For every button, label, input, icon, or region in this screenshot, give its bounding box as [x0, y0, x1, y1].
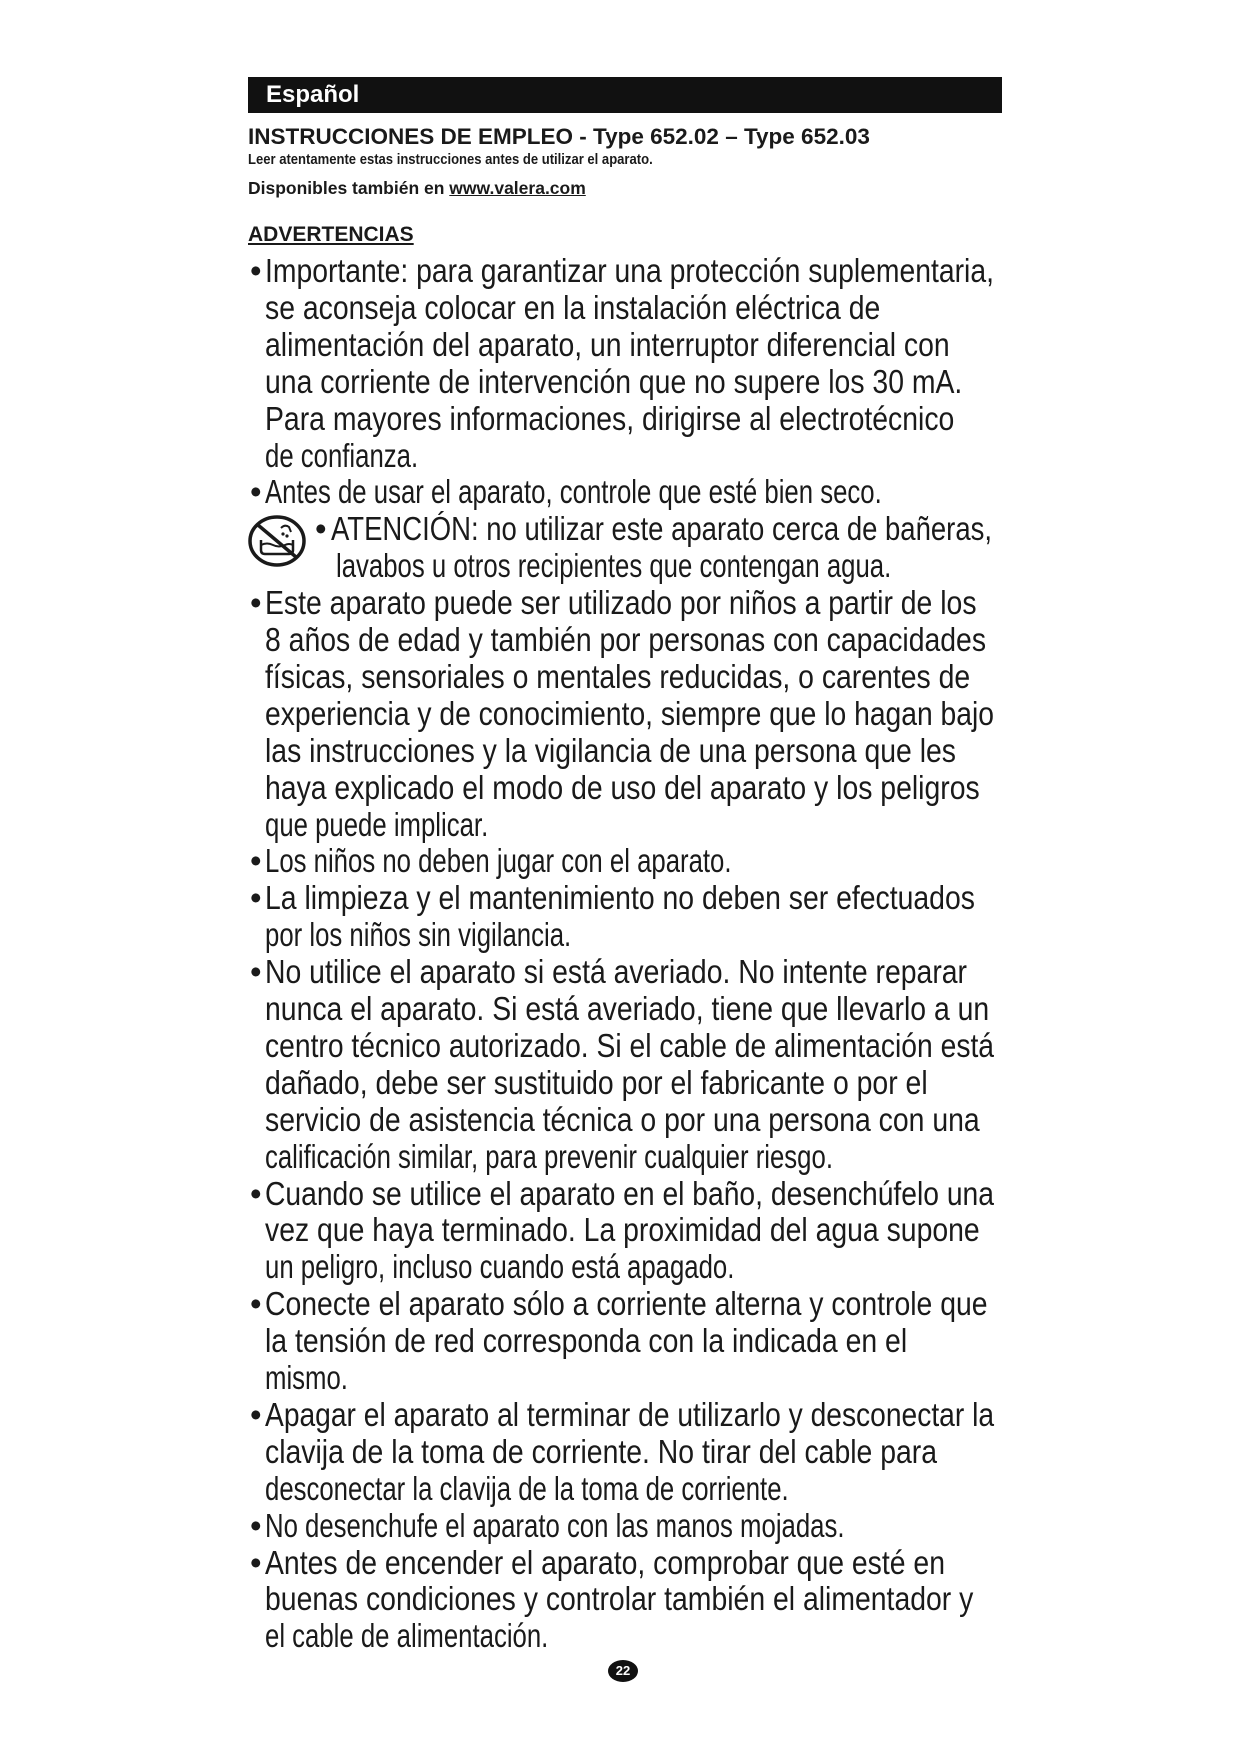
bullet-marker: •: [250, 953, 262, 991]
warning-text-line: calificación similar, para prevenir cualquier riesgo.: [265, 1137, 833, 1175]
warning-text-line: un peligro, incluso cuando está apagado.: [265, 1248, 735, 1286]
warning-text-line: mismo.: [265, 1359, 348, 1396]
warning-text-line: que puede implicar.: [265, 805, 489, 843]
warning-text-line: el cable de alimentación.: [265, 1617, 549, 1655]
warning-text-line: por los niños sin vigilancia.: [265, 916, 572, 954]
bullet-marker: •: [250, 473, 262, 511]
bullet-marker: •: [250, 252, 262, 289]
warning-text-line: una corriente de intervención que no supere los 30 mA.: [265, 362, 963, 400]
warning-text-line: Conecte el aparato sólo a corriente alterna y controle que: [265, 1285, 988, 1323]
warning-text-line: vez que haya terminado. La proximidad del agua supone: [265, 1211, 980, 1249]
warning-text-line: ATENCIÓN: no utilizar este aparato cerca de bañeras,: [331, 510, 992, 548]
warning-text-line: buenas condiciones y controlar también el alimentador y: [265, 1580, 974, 1618]
warning-text-line: la tensión de red corresponda con la indicada en el: [265, 1322, 908, 1360]
warning-text-line: Importante: para garantizar una protección suplementaria,: [265, 252, 994, 289]
warning-text-line: de confianza.: [265, 436, 419, 474]
bullet-marker: •: [250, 1174, 262, 1212]
warning-text-line: las instrucciones y la vigilancia de una persona que les: [265, 731, 956, 769]
bullet-marker: •: [250, 1543, 262, 1581]
instructions-subtitle: Leer atentamente estas instrucciones antes de utilizar el aparato.: [248, 152, 653, 168]
warning-text-line: No utilice el aparato si está averiado. No intente reparar: [265, 953, 968, 991]
warning-text-line: lavabos u otros recipientes que contengan agua.: [336, 547, 892, 585]
warning-text-line: Antes de encender el aparato, comprobar que esté en: [265, 1543, 946, 1581]
bullet-marker: •: [315, 510, 327, 548]
bullet-marker: •: [250, 879, 262, 917]
warning-text-line: Cuando se utilice el aparato en el baño, desenchúfelo una: [265, 1174, 994, 1212]
warning-text-line: desconectar la clavija de la toma de corriente.: [265, 1469, 789, 1507]
warning-text-line: La limpieza y el mantenimiento no deben ser efectuados: [265, 879, 975, 917]
language-label: Español: [266, 81, 360, 108]
warning-text-line: dañado, debe ser sustituido por el fabricante o por el: [265, 1063, 928, 1101]
website-link[interactable]: www.valera.com: [449, 178, 586, 198]
warning-text-line: Para mayores informaciones, dirigirse al electrotécnico: [265, 399, 955, 437]
warning-text-line: haya explicado el modo de uso del aparato y los peligros: [265, 768, 980, 806]
warning-text-line: físicas, sensoriales o mentales reducidas, o carentes de: [265, 657, 971, 695]
warning-text-line: Apagar el aparato al terminar de utilizarlo y desconectar la: [265, 1395, 995, 1433]
warning-text-line: experiencia y de conocimiento, siempre que lo hagan bajo: [265, 694, 994, 732]
warning-text-line: Antes de usar el aparato, controle que esté bien seco.: [265, 473, 882, 511]
warning-text-line: clavija de la toma de corriente. No tirar del cable para: [265, 1432, 938, 1470]
page-number: 22: [608, 1660, 638, 1682]
bullet-marker: •: [250, 1506, 262, 1544]
warning-text-line: alimentación del aparato, un interruptor diferencial con: [265, 325, 950, 363]
bullet-marker: •: [250, 1395, 262, 1433]
availability-prefix: Disponibles también en: [248, 178, 450, 198]
bullet-marker: •: [250, 584, 262, 622]
instructions-title: INSTRUCCIONES DE EMPLEO - Type 652.02 – Type 652.03: [248, 124, 870, 149]
section-heading-advertencias: ADVERTENCIAS: [248, 223, 414, 246]
warning-text-line: nunca el aparato. Si está averiado, tiene que llevarlo a un: [265, 990, 990, 1027]
warning-text-line: centro técnico autorizado. Si el cable de alimentación está: [265, 1026, 995, 1064]
warning-text-line: Este aparato puede ser utilizado por niños a partir de los: [265, 584, 977, 622]
warning-text-line: servicio de asistencia técnica o por una persona con una: [265, 1100, 980, 1138]
bullet-marker: •: [250, 1285, 262, 1323]
warning-text-line: Los niños no deben jugar con el aparato.: [265, 842, 732, 880]
warning-text-line: se aconseja colocar en la instalación eléctrica de: [265, 288, 881, 326]
bullet-marker: •: [250, 842, 262, 880]
warning-text-line: No desenchufe el aparato con las manos mojadas.: [265, 1506, 845, 1544]
warning-text-line: 8 años de edad y también por personas con capacidades: [265, 621, 987, 658]
